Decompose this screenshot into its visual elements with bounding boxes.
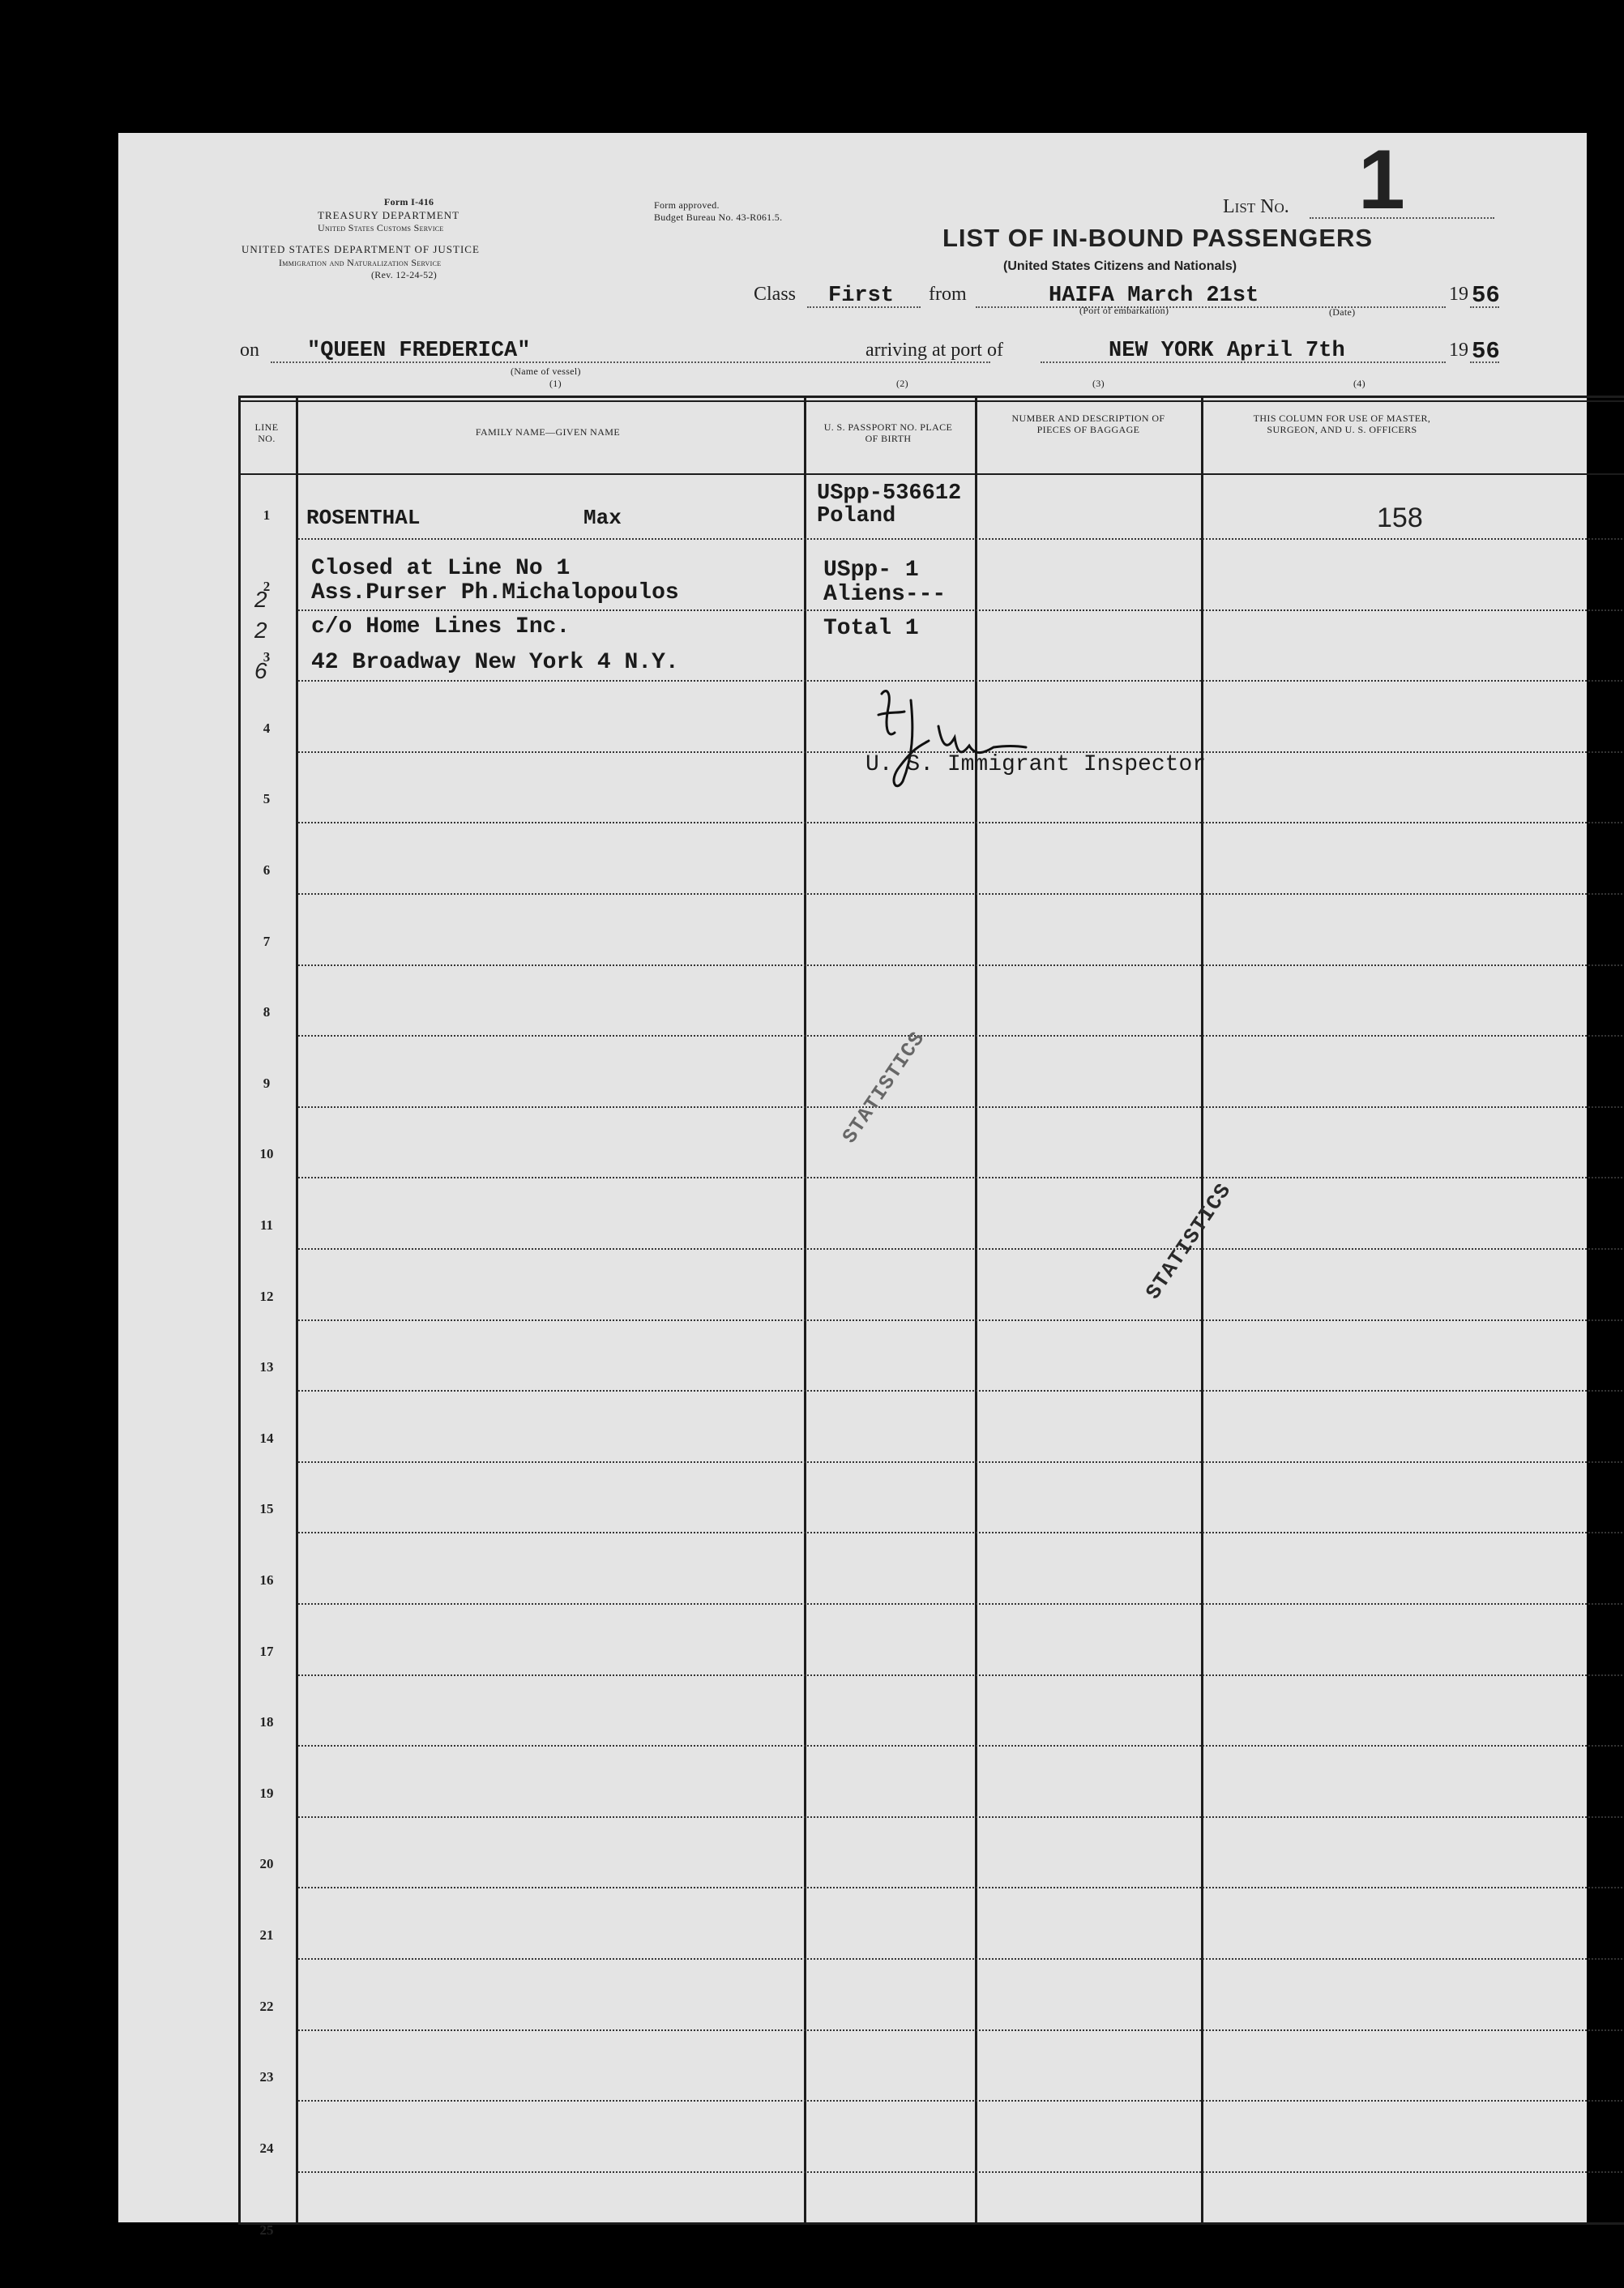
- row-rule: [298, 1248, 1624, 1250]
- dept-line: UNITED STATES DEPARTMENT OF JUSTICE: [241, 243, 480, 255]
- row-rule: [298, 1532, 1624, 1533]
- arrival-value: NEW YORK April 7th: [1109, 339, 1345, 363]
- line-number: 25: [259, 2222, 274, 2239]
- line-number: 15: [259, 1501, 274, 1517]
- row-rule: [298, 609, 1624, 611]
- row-rule: [298, 1816, 1624, 1818]
- table-top-rule: [238, 400, 1624, 402]
- header-rule: [238, 473, 1624, 475]
- margin-mark: 2: [254, 618, 267, 643]
- column-number: (2): [896, 378, 908, 389]
- line-number: 6: [263, 862, 271, 878]
- closing-line: Closed at Line No 1: [311, 556, 571, 581]
- approval-line: Form approved.: [654, 199, 720, 211]
- line-number: 16: [259, 1572, 274, 1588]
- line-number: 20: [259, 1856, 274, 1872]
- port-caption: (Port of embarkation): [1079, 305, 1169, 316]
- inspector-title: U. S. Immigrant Inspector: [865, 752, 1207, 777]
- row-rule: [298, 1035, 1624, 1037]
- row-rule: [298, 2029, 1624, 2031]
- class-value: First: [828, 284, 895, 308]
- dept-line: TREASURY DEPARTMENT: [318, 209, 460, 221]
- count-line: USpp- 1: [823, 558, 919, 583]
- line-number: 14: [259, 1430, 274, 1446]
- closing-line: Ass.Purser Ph.Michalopoulos: [311, 580, 679, 605]
- col-divider: [238, 396, 241, 2224]
- table-top-rule: [238, 396, 1624, 398]
- officer-number: 158: [1377, 503, 1423, 533]
- vessel-value: "QUEEN FREDERICA": [307, 339, 531, 363]
- dept-line: (Rev. 12-24-52): [371, 269, 438, 280]
- row-rule: [298, 1177, 1624, 1178]
- line-number: 11: [259, 1217, 274, 1233]
- row-rule: [298, 822, 1624, 823]
- family-name: ROSENTHAL: [306, 506, 421, 530]
- year-value: 56: [1472, 282, 1500, 309]
- line-number: 12: [259, 1288, 274, 1304]
- margin-mark: 6: [254, 658, 267, 683]
- line-number: 9: [263, 1075, 271, 1091]
- list-no-label: List No.: [1223, 196, 1289, 217]
- year-prefix: 19: [1449, 340, 1468, 361]
- line-number: 10: [259, 1146, 274, 1162]
- from-value: HAIFA March 21st: [1049, 284, 1259, 308]
- row-rule: [298, 2171, 1624, 2173]
- col-divider: [296, 396, 298, 2224]
- line-number: 19: [259, 1785, 274, 1801]
- row-rule: [298, 1674, 1624, 1676]
- line-number: 24: [259, 2140, 274, 2156]
- row-rule: [298, 2100, 1624, 2102]
- line-number: 21: [259, 1927, 274, 1943]
- year-value: 56: [1472, 338, 1500, 365]
- year-prefix: 19: [1449, 284, 1468, 305]
- col-header-officers: THIS COLUMN FOR USE OF MASTER, SURGEON, AND U. S. OFFICERS: [1253, 413, 1431, 435]
- dept-line: Immigration and Naturalization Service: [279, 257, 442, 268]
- column-number: (1): [549, 378, 562, 389]
- vessel-caption: (Name of vessel): [511, 366, 581, 377]
- line-number: 18: [259, 1714, 274, 1730]
- row-rule: [298, 1461, 1624, 1463]
- column-number: (3): [1092, 378, 1105, 389]
- row-rule: [298, 1887, 1624, 1888]
- dept-line: United States Customs Service: [318, 222, 444, 233]
- form-page: [118, 133, 1587, 2239]
- row-rule: [298, 1319, 1624, 1321]
- row-rule: [298, 1958, 1624, 1960]
- line-number: 2: [263, 578, 271, 594]
- line-number: 22: [259, 1998, 274, 2014]
- count-line: Aliens---: [823, 582, 947, 607]
- col-divider: [804, 396, 806, 2224]
- col-header-line: LINE NO.: [254, 421, 279, 444]
- line-number: 1: [263, 507, 271, 523]
- column-number: (4): [1353, 378, 1365, 389]
- arriving-label: arriving at port of: [865, 340, 1003, 361]
- approval-line: Budget Bureau No. 43-R061.5.: [654, 212, 783, 223]
- given-name: Max: [583, 506, 622, 530]
- row-rule: [298, 893, 1624, 895]
- row-rule: [298, 1603, 1624, 1605]
- page-subtitle: (United States Citizens and Nationals): [1003, 259, 1237, 273]
- statistics-stamp: STATISTICS: [1141, 1178, 1237, 1304]
- line-number: 23: [259, 2069, 274, 2085]
- year-line: [1470, 361, 1499, 363]
- closing-line: c/o Home Lines Inc.: [311, 614, 571, 639]
- row-rule: [298, 1390, 1624, 1392]
- margin-mark: 2: [254, 587, 267, 612]
- row-rule: [298, 538, 1624, 540]
- year-line: [1470, 306, 1499, 308]
- on-label: on: [240, 340, 259, 361]
- page-title: LIST OF IN-BOUND PASSENGERS: [942, 224, 1374, 252]
- class-label: Class: [754, 284, 797, 305]
- line-number: 8: [263, 1004, 271, 1020]
- inspector-signature: [864, 668, 1107, 798]
- line-number: 4: [263, 720, 271, 736]
- row-rule: [298, 1106, 1624, 1108]
- statistics-stamp: STATISTICS: [838, 1027, 930, 1148]
- date-caption: (Date): [1329, 306, 1356, 318]
- col-header-name: FAMILY NAME—GIVEN NAME: [475, 426, 621, 438]
- row-rule: [298, 964, 1624, 966]
- line-number: 5: [263, 791, 271, 807]
- list-number: 1: [1358, 133, 1405, 227]
- form-number: Form I-416: [384, 196, 434, 207]
- table-bottom-rule: [238, 2222, 1624, 2225]
- line-number: 17: [259, 1643, 274, 1659]
- line-number: 13: [259, 1359, 274, 1375]
- col-header-baggage: NUMBER AND DESCRIPTION OF PIECES OF BAGGAGE: [1011, 413, 1165, 435]
- col-divider: [1201, 396, 1203, 2224]
- passport-number: USpp-536612: [817, 481, 962, 506]
- line-number: 3: [263, 649, 271, 665]
- place-of-birth: Poland: [817, 504, 896, 528]
- from-label: from: [929, 284, 967, 305]
- closing-line: 42 Broadway New York 4 N.Y.: [311, 650, 679, 675]
- col-header-passport: U. S. PASSPORT NO. PLACE OF BIRTH: [823, 421, 953, 444]
- count-line: Total 1: [823, 616, 919, 641]
- line-number: 7: [263, 933, 271, 949]
- row-rule: [298, 1745, 1624, 1747]
